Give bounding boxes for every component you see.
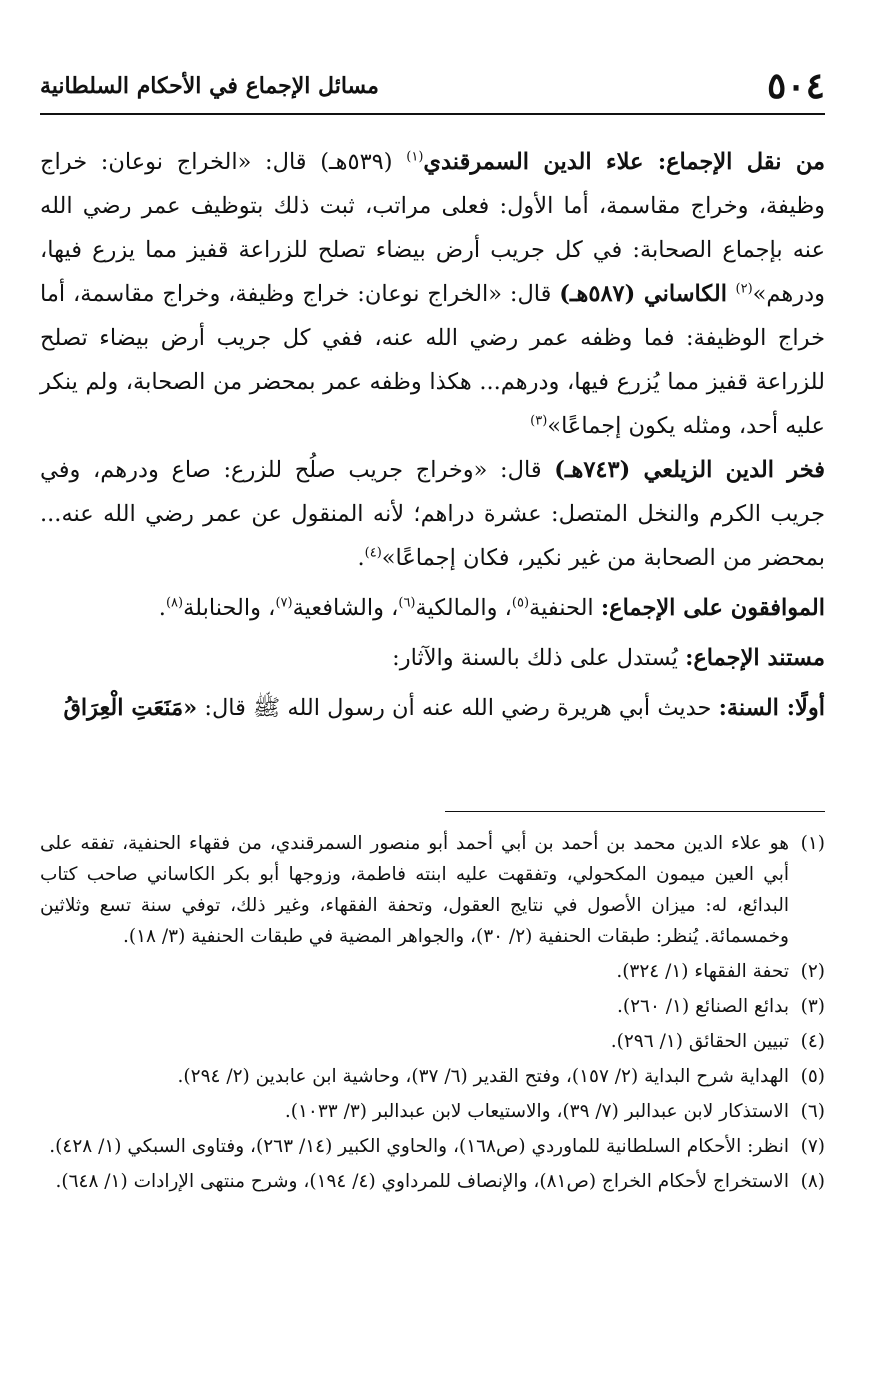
- footnote-text: انظر: الأحكام السلطانية للماوردي (ص١٦٨)، والحاوي الكبير (١٤/ ٢٦٣)، وفتاوى السبكي (١/ ٤٢٨).: [49, 1136, 789, 1157]
- text-segment: قال: «وخراج جريب صلُح للزرع: صاع ودرهم، وفي جريب الكرم والنخل المتصل: عشرة دراهم؛ لأنه المنقول عن عمر رضي الله عنه... بمحضر من الصحابة من غير نكير، فكان إجماعًا»: [40, 457, 825, 571]
- footnote-mark: (٤): [800, 1031, 825, 1052]
- text-segment: ، والحنابلة: [183, 595, 276, 621]
- paragraph-zaylai: [40, 448, 825, 580]
- heading-consensus-basis: مستند الإجماع:: [685, 645, 825, 671]
- footnote-text: تبيين الحقائق (١/ ٢٩٦).: [610, 1031, 789, 1052]
- text-segment: ، والشافعية: [292, 595, 399, 621]
- footnote-text: تحفة الفقهاء (١/ ٣٢٤).: [616, 961, 789, 982]
- footnote-mark: (٧): [800, 1136, 825, 1157]
- text-segment: ، والمالكية: [415, 595, 512, 621]
- footnote-text: الهداية شرح البداية (٢/ ١٥٧)، وفتح القدير (٦/ ٣٧)، وحاشية ابن عابدين (٢/ ٢٩٤).: [177, 1066, 789, 1087]
- page-number: ٥٠٤: [766, 65, 825, 107]
- footnote-ref-5[interactable]: (٥): [511, 595, 530, 611]
- footnote-5: [40, 1061, 825, 1092]
- footnote-1: [40, 828, 825, 952]
- footnote-text: الاستذكار لابن عبدالبر (٧/ ٣٩)، والاستيعاب لابن عبدالبر (٣/ ١٠٣٣).: [284, 1101, 789, 1122]
- footnote-ref-2[interactable]: (٢): [735, 281, 753, 297]
- footnote-ref-1[interactable]: (١): [406, 149, 424, 165]
- paragraph-consensus-transmission: [40, 140, 825, 448]
- text-segment: (٥٣٩هـ) قال: «الخراج نوعان: خراج وظيفة، وخراج مقاسمة، أما الأول: فعلى مراتب، ثبت ذلك بتوظيف عمر رضي الله عنه بإجماع الصحابة: في كل جريب أرض بيضاء تصلح للزراعة قفيز مما يزرع فيها، ودرهم»: [40, 149, 825, 307]
- heading-agreeing-schools: الموافقون على الإجماع:: [600, 595, 825, 621]
- paragraph-agreeing-schools: [40, 586, 825, 630]
- footnote-8: [40, 1166, 825, 1197]
- footnote-ref-8[interactable]: (٨): [165, 595, 184, 611]
- page-header: [40, 64, 825, 108]
- name-zaylai: فخر الدين الزيلعي (٧٤٣هـ): [554, 457, 825, 483]
- footnote-mark: (٥): [800, 1066, 825, 1087]
- footnote-text: هو علاء الدين محمد بن أحمد بن أبي أحمد أبو منصور السمرقندي، من فقهاء الحنفية، تفقه على أبي العين ميمون المكحولي، وتفقهت عليه ابنته فاطمة، وزوجها أبو بكر الكاساني صاحب كتاب البدائع، له: ميزان الأصول في نتايج العقول، وتحفة الفقهاء، وغير ذلك، توفي سنة تسع وثلاثين وخمسمائة. يُنظر: طبقات الحنفية (٢/ ٣٠)، والجواهر المضية في طبقات الحنفية (٣/ ١٨).: [40, 833, 789, 947]
- footnote-mark: (٦): [800, 1101, 825, 1122]
- paragraph-sunnah: [40, 686, 825, 730]
- footnotes: [40, 828, 825, 1201]
- footnote-mark: (١): [800, 833, 825, 854]
- footnote-4: [40, 1026, 825, 1057]
- text-segment: .: [357, 545, 365, 571]
- footnote-mark: (٨): [800, 1171, 825, 1192]
- footnote-mark: (٢): [800, 961, 825, 982]
- heading-sunnah: أولًا: السنة:: [718, 695, 825, 721]
- text-segment: يُستدل على ذلك بالسنة والآثار:: [392, 645, 686, 671]
- footnote-mark: (٣): [800, 996, 825, 1017]
- hadith-quote: «مَنَعَتِ الْعِرَاقُ: [63, 695, 198, 721]
- footnote-ref-6[interactable]: (٦): [398, 595, 416, 611]
- heading-consensus-transmission: من نقل الإجماع: علاء الدين السمرقندي: [423, 149, 826, 175]
- footnote-separator: [445, 811, 825, 812]
- text-segment: .: [158, 595, 166, 621]
- footnote-text: بدائع الصنائع (١/ ٢٦٠).: [617, 996, 789, 1017]
- footnote-7: [40, 1131, 825, 1162]
- text-segment: حديث أبي هريرة رضي الله عنه أن رسول الله ﷺ قال:: [197, 695, 719, 721]
- text-segment: الحنفية: [529, 595, 601, 621]
- footnote-ref-3[interactable]: (٣): [530, 413, 548, 429]
- main-text: [40, 140, 825, 730]
- footnote-ref-4[interactable]: (٤): [364, 545, 382, 561]
- footnote-6: [40, 1096, 825, 1127]
- footnote-3: [40, 991, 825, 1022]
- paragraph-consensus-basis: [40, 636, 825, 680]
- header-rule: [40, 113, 825, 115]
- running-title: مسائل الإجماع في الأحكام السلطانية: [40, 73, 379, 99]
- footnote-text: الاستخراج لأحكام الخراج (ص٨١)، والإنصاف للمرداوي (٤/ ١٩٤)، وشرح منتهى الإرادات (١/ ٦٤٨).: [55, 1171, 789, 1192]
- footnote-ref-7[interactable]: (٧): [275, 595, 293, 611]
- text-segment: قال: «الخراج نوعان: خراج وظيفة، وخراج مقاسمة، أما خراج الوظيفة: فما وظفه عمر رضي الله عنه، ففي كل جريب أرض بيضاء تصلح للزراعة قفيز مما يُزرع فيها، ودرهم... هكذا وظفه عمر بمحضر من الصحابة، ولم ينكر عليه أحد، ومثله يكون إجماعًا»: [40, 281, 825, 439]
- footnote-2: [40, 956, 825, 987]
- name-kasani: الكاساني (٥٨٧هـ): [559, 281, 736, 307]
